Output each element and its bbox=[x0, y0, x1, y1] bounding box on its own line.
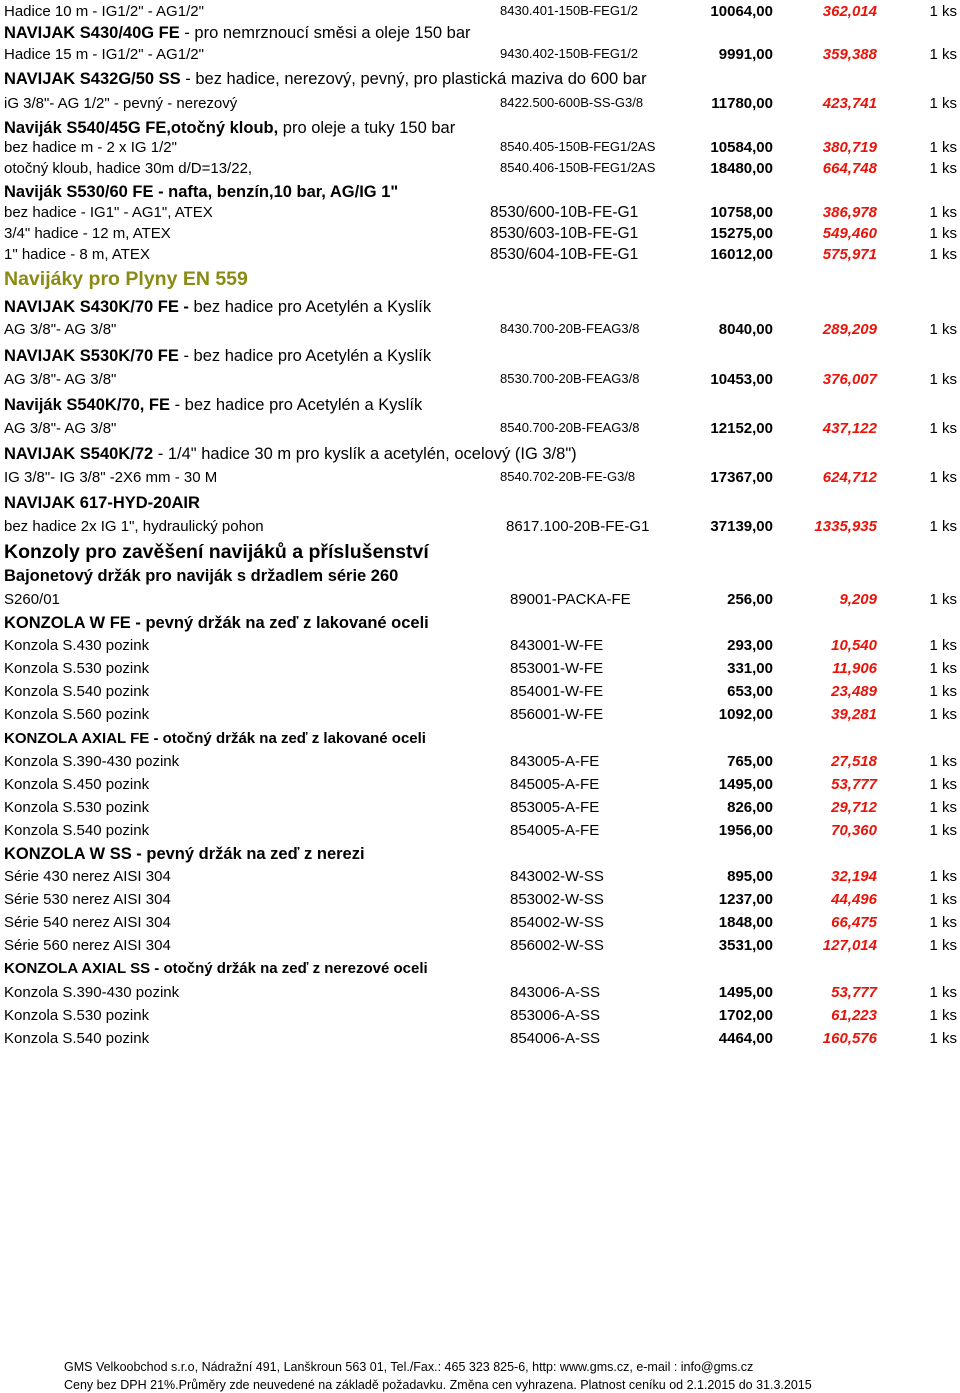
unit: 1 ks bbox=[929, 822, 957, 839]
price-eur: 575,971 bbox=[822, 246, 877, 263]
price-eur: 39,281 bbox=[831, 706, 877, 723]
price-eur: 160,576 bbox=[822, 1030, 877, 1047]
price-eur: 70,360 bbox=[831, 822, 877, 839]
unit: 1 ks bbox=[929, 1007, 957, 1024]
item-code: 843001-W-FE bbox=[510, 637, 604, 654]
price-czk: 17367,00 bbox=[710, 469, 773, 486]
unit: 1 ks bbox=[929, 139, 957, 156]
price-eur: 11,906 bbox=[832, 660, 877, 677]
heading-bold: Naviják S540/45G FE,otočný kloub, bbox=[4, 119, 279, 137]
item-description: Konzola S.450 pozink bbox=[4, 776, 150, 793]
price-czk: 653,00 bbox=[727, 683, 773, 700]
unit: 1 ks bbox=[929, 420, 957, 437]
heading-rest: - 1/4" hadice 30 m pro kyslík a acetylén, ocelový (IG 3/8") bbox=[153, 445, 577, 463]
item-description: IG 3/8"- IG 3/8" -2X6 mm - 30 M bbox=[4, 469, 218, 486]
item-description: 1" hadice - 8 m, ATEX bbox=[4, 246, 150, 263]
price-czk: 9991,00 bbox=[718, 46, 773, 63]
price-czk: 12152,00 bbox=[710, 420, 773, 437]
price-czk: 1848,00 bbox=[718, 914, 773, 931]
item-description: Série 540 nerez AISI 304 bbox=[4, 914, 171, 931]
price-czk: 1092,00 bbox=[718, 706, 773, 723]
item-description: bez hadice m - 2 x IG 1/2" bbox=[4, 139, 177, 156]
item-code: 8430.401-150B-FEG1/2 bbox=[500, 3, 639, 18]
item-description: AG 3/8"- AG 3/8" bbox=[4, 420, 117, 437]
unit: 1 ks bbox=[929, 3, 957, 20]
unit: 1 ks bbox=[929, 246, 957, 263]
item-code: 843005-A-FE bbox=[510, 753, 600, 770]
unit: 1 ks bbox=[929, 706, 957, 723]
item-code: 8540.702-20B-FE-G3/8 bbox=[500, 469, 636, 484]
item-code: 845005-A-FE bbox=[510, 776, 600, 793]
unit: 1 ks bbox=[929, 637, 957, 654]
price-czk: 16012,00 bbox=[710, 246, 773, 263]
price-czk: 826,00 bbox=[727, 799, 773, 816]
price-eur: 289,209 bbox=[822, 321, 877, 338]
item-description: Konzola S.530 pozink bbox=[4, 1007, 150, 1024]
price-eur: 386,978 bbox=[822, 204, 877, 221]
unit: 1 ks bbox=[929, 469, 957, 486]
heading-bold: KONZOLA AXIAL FE - otočný držák na zeď z lakované oceli bbox=[4, 730, 426, 747]
heading-bold: KONZOLA W SS - pevný držák na zeď z nerezi bbox=[4, 845, 365, 863]
price-eur: 376,007 bbox=[822, 371, 877, 388]
item-description: Konzola S.540 pozink bbox=[4, 683, 150, 700]
section-title-text: Konzoly pro zavěšení navijáků a příslušenství bbox=[4, 541, 429, 563]
price-czk: 37139,00 bbox=[710, 518, 773, 535]
unit: 1 ks bbox=[929, 984, 957, 1001]
unit: 1 ks bbox=[929, 46, 957, 63]
item-code: 8617.100-20B-FE-G1 bbox=[506, 518, 650, 535]
item-code: 854005-A-FE bbox=[510, 822, 600, 839]
price-czk: 1495,00 bbox=[718, 984, 773, 1001]
unit: 1 ks bbox=[929, 868, 957, 885]
price-eur: 32,194 bbox=[831, 868, 877, 885]
item-description: Hadice 10 m - IG1/2" - AG1/2" bbox=[4, 3, 204, 20]
item-description: Série 560 nerez AISI 304 bbox=[4, 937, 171, 954]
price-czk: 10453,00 bbox=[710, 371, 773, 388]
unit: 1 ks bbox=[929, 321, 957, 338]
price-czk: 4464,00 bbox=[718, 1030, 773, 1047]
price-czk: 15275,00 bbox=[710, 225, 773, 242]
item-code: 9430.402-150B-FEG1/2 bbox=[500, 46, 639, 61]
item-description: Série 430 nerez AISI 304 bbox=[4, 868, 171, 885]
item-description: Konzola S.540 pozink bbox=[4, 1030, 150, 1047]
item-description: 3/4" hadice - 12 m, ATEX bbox=[4, 225, 171, 242]
price-czk: 18480,00 bbox=[710, 160, 773, 177]
item-code: 8422.500-600B-SS-G3/8 bbox=[500, 95, 644, 110]
price-czk: 895,00 bbox=[727, 868, 773, 885]
item-description: Série 530 nerez AISI 304 bbox=[4, 891, 171, 908]
item-code: 8530/604-10B-FE-G1 bbox=[490, 246, 639, 263]
price-czk: 8040,00 bbox=[718, 321, 773, 338]
item-code: 853006-A-SS bbox=[510, 1007, 601, 1024]
price-czk: 256,00 bbox=[727, 591, 773, 608]
heading-rest: - pro nemrznoucí směsi a oleje 150 bar bbox=[179, 24, 471, 42]
heading-bold: NAVIJAK S540K/72 bbox=[4, 445, 154, 463]
unit: 1 ks bbox=[929, 95, 957, 112]
price-eur: 29,712 bbox=[831, 799, 877, 816]
item-code: 8540.406-150B-FEG1/2AS bbox=[500, 160, 656, 175]
price-eur: 127,014 bbox=[822, 937, 877, 954]
price-czk: 1495,00 bbox=[718, 776, 773, 793]
item-description: otočný kloub, hadice 30m d/D=13/22, bbox=[4, 160, 253, 177]
price-eur: 27,518 bbox=[831, 753, 877, 770]
item-description: Hadice 15 m - IG1/2" - AG1/2" bbox=[4, 46, 204, 63]
item-description: bez hadice 2x IG 1", hydraulický pohon bbox=[4, 518, 264, 535]
price-czk: 293,00 bbox=[727, 637, 773, 654]
heading-rest: - bez hadice, nerezový, pevný, pro plastická maziva do 600 bar bbox=[180, 70, 647, 88]
price-eur: 362,014 bbox=[822, 3, 877, 20]
heading-bold: NAVIJAK S530K/70 FE bbox=[4, 347, 179, 365]
price-eur: 624,712 bbox=[822, 469, 877, 486]
heading-bold: NAVIJAK S430/40G FE bbox=[4, 24, 180, 42]
price-czk: 11780,00 bbox=[711, 95, 773, 112]
item-code: 89001-PACKA-FE bbox=[510, 591, 631, 608]
heading-bold: Bajonetový držák pro naviják s držadlem série 260 bbox=[4, 567, 399, 585]
item-code: 8540.700-20B-FEAG3/8 bbox=[500, 420, 640, 435]
price-czk: 331,00 bbox=[727, 660, 773, 677]
unit: 1 ks bbox=[929, 1030, 957, 1047]
item-description: Konzola S.560 pozink bbox=[4, 706, 150, 723]
unit: 1 ks bbox=[929, 204, 957, 221]
price-eur: 380,719 bbox=[822, 139, 877, 156]
item-description: iG 3/8"- AG 1/2" - pevný - nerezový bbox=[4, 95, 238, 112]
heading-bold: Naviják S540K/70, FE bbox=[4, 396, 171, 414]
heading-rest: bez hadice pro Acetylén a Kyslík bbox=[188, 298, 432, 316]
price-czk: 10064,00 bbox=[710, 3, 773, 20]
price-czk: 1237,00 bbox=[718, 891, 773, 908]
item-code: 854006-A-SS bbox=[510, 1030, 601, 1047]
unit: 1 ks bbox=[929, 660, 957, 677]
price-eur: 1335,935 bbox=[814, 518, 877, 535]
heading-bold: Naviják S530/60 FE - nafta, benzín,10 bar, AG/IG 1" bbox=[4, 183, 399, 201]
price-eur: 53,777 bbox=[831, 984, 877, 1001]
item-code: 854002-W-SS bbox=[510, 914, 604, 931]
price-eur: 549,460 bbox=[822, 225, 877, 242]
heading-bold: NAVIJAK S430K/70 FE - bbox=[4, 298, 189, 316]
unit: 1 ks bbox=[929, 914, 957, 931]
price-eur: 66,475 bbox=[831, 914, 877, 931]
item-description: Konzola S.530 pozink bbox=[4, 799, 150, 816]
item-description: Konzola S.390-430 pozink bbox=[4, 984, 180, 1001]
heading-bold: KONZOLA W FE - pevný držák na zeď z lakované oceli bbox=[4, 614, 429, 632]
heading-rest: pro oleje a tuky 150 bar bbox=[278, 119, 456, 137]
price-eur: 61,223 bbox=[831, 1007, 877, 1024]
footer-contact: GMS Velkoobchod s.r.o, Nádražní 491, Lanškroun 563 01, Tel./Fax.: 465 323 825-6, http: www.gms.cz, e-mail : info@gms.cz bbox=[64, 1360, 754, 1374]
price-eur: 359,388 bbox=[822, 46, 877, 63]
item-code: 853002-W-SS bbox=[510, 891, 604, 908]
item-code: 856002-W-SS bbox=[510, 937, 604, 954]
item-description: AG 3/8"- AG 3/8" bbox=[4, 321, 117, 338]
item-description: bez hadice - IG1" - AG1", ATEX bbox=[4, 204, 213, 221]
price-czk: 10758,00 bbox=[710, 204, 773, 221]
price-eur: 10,540 bbox=[831, 637, 877, 654]
item-code: 8430.700-20B-FEAG3/8 bbox=[500, 321, 640, 336]
item-code: 8530/600-10B-FE-G1 bbox=[490, 204, 639, 221]
price-czk: 10584,00 bbox=[710, 139, 773, 156]
item-code: 843006-A-SS bbox=[510, 984, 601, 1001]
item-code: 8530.700-20B-FEAG3/8 bbox=[500, 371, 640, 386]
item-code: 856001-W-FE bbox=[510, 706, 604, 723]
item-description: Konzola S.430 pozink bbox=[4, 637, 150, 654]
price-czk: 1702,00 bbox=[718, 1007, 773, 1024]
footer-note: Ceny bez DPH 21%.Průměry zde neuvedené na základě požadavku. Změna cen vyhrazena. Platnost ceníku od 2.1.2015 do 31.3.2015 bbox=[64, 1378, 812, 1392]
price-eur: 437,122 bbox=[822, 420, 877, 437]
price-eur: 664,748 bbox=[822, 160, 877, 177]
price-czk: 1956,00 bbox=[718, 822, 773, 839]
price-eur: 423,741 bbox=[822, 95, 877, 112]
item-description: Konzola S.390-430 pozink bbox=[4, 753, 180, 770]
price-czk: 3531,00 bbox=[718, 937, 773, 954]
price-eur: 44,496 bbox=[831, 891, 877, 908]
unit: 1 ks bbox=[929, 776, 957, 793]
unit: 1 ks bbox=[929, 891, 957, 908]
heading-rest: - bez hadice pro Acetylén a Kyslík bbox=[178, 347, 432, 365]
price-eur: 9,209 bbox=[839, 591, 877, 608]
item-description: Konzola S.530 pozink bbox=[4, 660, 150, 677]
section-title-text: Navijáky pro Plyny EN 559 bbox=[4, 268, 248, 290]
item-code: 853005-A-FE bbox=[510, 799, 600, 816]
heading-bold: KONZOLA AXIAL SS - otočný držák na zeď z nerezové oceli bbox=[4, 960, 428, 977]
unit: 1 ks bbox=[929, 683, 957, 700]
item-code: 843002-W-SS bbox=[510, 868, 604, 885]
unit: 1 ks bbox=[929, 371, 957, 388]
item-code: 8540.405-150B-FEG1/2AS bbox=[500, 139, 656, 154]
price-eur: 53,777 bbox=[831, 776, 877, 793]
price-eur: 23,489 bbox=[831, 683, 877, 700]
item-description: AG 3/8"- AG 3/8" bbox=[4, 371, 117, 388]
unit: 1 ks bbox=[929, 225, 957, 242]
item-description: Konzola S.540 pozink bbox=[4, 822, 150, 839]
unit: 1 ks bbox=[929, 518, 957, 535]
item-code: 853001-W-FE bbox=[510, 660, 604, 677]
heading-rest: - bez hadice pro Acetylén a Kyslík bbox=[170, 396, 423, 414]
unit: 1 ks bbox=[929, 160, 957, 177]
heading-bold: NAVIJAK S432G/50 SS bbox=[4, 70, 181, 88]
unit: 1 ks bbox=[929, 753, 957, 770]
heading-bold: NAVIJAK 617-HYD-20AIR bbox=[4, 494, 200, 512]
unit: 1 ks bbox=[929, 937, 957, 954]
item-description: S260/01 bbox=[4, 591, 60, 608]
item-code: 854001-W-FE bbox=[510, 683, 604, 700]
unit: 1 ks bbox=[929, 799, 957, 816]
item-code: 8530/603-10B-FE-G1 bbox=[490, 225, 639, 242]
unit: 1 ks bbox=[929, 591, 957, 608]
price-czk: 765,00 bbox=[727, 753, 773, 770]
